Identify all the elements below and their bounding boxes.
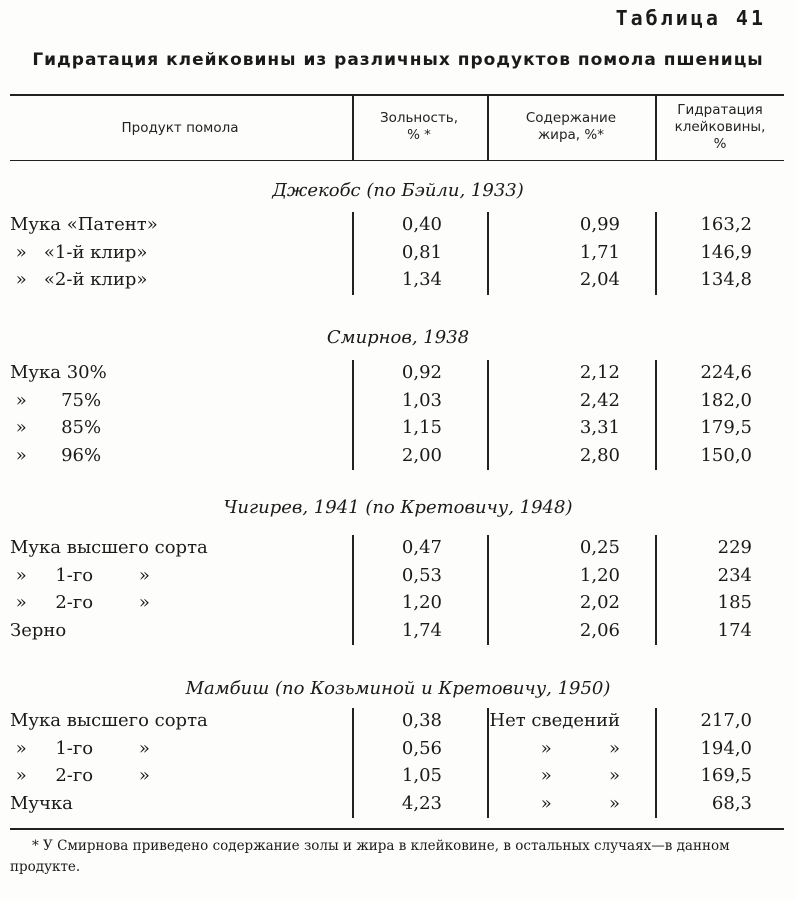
cell-ash: 1,03 bbox=[401, 389, 442, 411]
table-row bbox=[0, 269, 796, 295]
table-row bbox=[0, 738, 796, 764]
column-divider bbox=[487, 212, 489, 295]
cell-fat: 0,25 bbox=[579, 537, 620, 558]
header-hydration bbox=[656, 102, 784, 153]
cell-fat: 0,99 bbox=[579, 214, 620, 235]
column-divider bbox=[487, 360, 489, 470]
cell-ash: 0,53 bbox=[401, 564, 442, 586]
cell-product: Мука высшего сорта bbox=[10, 710, 208, 731]
table-row bbox=[0, 592, 796, 618]
table-row bbox=[0, 565, 796, 591]
cell-fat: » » bbox=[540, 737, 620, 759]
cell-fat: 2,42 bbox=[579, 389, 620, 411]
table-row bbox=[0, 765, 796, 791]
cell-product: » 1-го » bbox=[10, 737, 150, 759]
cell-fat: 1,20 bbox=[579, 564, 620, 586]
cell-product: » 75% bbox=[10, 389, 102, 411]
cell-product: » «2-й клир» bbox=[10, 269, 148, 290]
header-hydration-line2: клейковины, bbox=[674, 119, 766, 135]
table-number: Таблица 41 bbox=[615, 6, 766, 30]
table-row bbox=[0, 214, 796, 240]
cell-fat: » » bbox=[540, 765, 620, 786]
cell-fat: 2,12 bbox=[579, 362, 620, 383]
cell-fat: » » bbox=[540, 792, 620, 814]
table-row bbox=[0, 242, 796, 268]
column-divider bbox=[487, 535, 489, 645]
cell-ash: 2,00 bbox=[401, 444, 442, 466]
cell-product: Мука 30% bbox=[10, 362, 107, 383]
cell-product: » 85% bbox=[10, 417, 102, 438]
column-divider bbox=[352, 360, 354, 470]
header-hydration-line3: % bbox=[713, 136, 727, 152]
table-caption: Гидратация клейковины из различных продуктов помола пшеницы bbox=[32, 50, 764, 70]
header-product: Продукт помола bbox=[121, 120, 239, 136]
column-divider bbox=[655, 360, 657, 470]
column-divider bbox=[655, 212, 657, 295]
group-title: Смирнов, 1938 bbox=[326, 327, 470, 348]
cell-fat: 2,06 bbox=[579, 619, 620, 641]
header-hydration-line1: Гидратация bbox=[677, 102, 763, 118]
group-title: Мамбиш (по Козьминой и Кретовичу, 1950) bbox=[185, 678, 611, 699]
cell-hydration: 179,5 bbox=[700, 417, 752, 438]
cell-product: » 96% bbox=[10, 444, 102, 466]
cell-hydration: 68,3 bbox=[711, 792, 752, 814]
cell-hydration: 194,0 bbox=[700, 737, 752, 759]
header-ash bbox=[352, 110, 486, 144]
cell-product: » 1-го » bbox=[10, 564, 150, 586]
table-row bbox=[0, 620, 796, 646]
cell-product: Зерно bbox=[10, 619, 67, 641]
cell-hydration: 169,5 bbox=[700, 765, 752, 786]
cell-hydration: 182,0 bbox=[700, 389, 752, 411]
cell-ash: 1,20 bbox=[401, 592, 442, 613]
cell-ash: 1,15 bbox=[401, 417, 442, 438]
cell-ash: 0,47 bbox=[401, 537, 442, 558]
cell-hydration: 146,9 bbox=[700, 241, 752, 263]
cell-product: » «1-й клир» bbox=[10, 241, 148, 263]
column-divider bbox=[655, 708, 657, 818]
column-divider bbox=[352, 708, 354, 818]
cell-product: » 2-го » bbox=[10, 765, 150, 786]
header-fat-line1: Содержание bbox=[525, 110, 617, 126]
group-title: Чигирев, 1941 (по Кретовичу, 1948) bbox=[223, 497, 573, 518]
cell-ash: 1,34 bbox=[401, 269, 442, 290]
table-row bbox=[0, 710, 796, 736]
top-rule bbox=[10, 94, 784, 96]
header-ash-line2: % * bbox=[407, 127, 431, 143]
cell-product: Мучка bbox=[10, 792, 73, 814]
table-row bbox=[0, 390, 796, 416]
cell-hydration: 163,2 bbox=[700, 214, 752, 235]
table-row bbox=[0, 362, 796, 388]
bottom-rule bbox=[10, 828, 784, 830]
table-row bbox=[0, 445, 796, 471]
cell-fat: 2,80 bbox=[579, 444, 620, 466]
column-divider bbox=[352, 212, 354, 295]
cell-ash: 1,05 bbox=[401, 765, 442, 786]
column-divider bbox=[352, 535, 354, 645]
cell-hydration: 224,6 bbox=[700, 362, 752, 383]
cell-ash: 1,74 bbox=[401, 619, 442, 641]
header-fat-line2: жира, %* bbox=[538, 127, 604, 143]
table-row bbox=[0, 417, 796, 443]
header-fat bbox=[488, 110, 654, 144]
header-rule bbox=[10, 160, 784, 161]
cell-fat: 2,02 bbox=[579, 592, 620, 613]
cell-ash: 0,38 bbox=[401, 710, 442, 731]
cell-fat: 3,31 bbox=[579, 417, 620, 438]
cell-ash: 4,23 bbox=[401, 792, 442, 814]
cell-fat: 2,04 bbox=[579, 269, 620, 290]
cell-hydration: 185 bbox=[717, 592, 752, 613]
header-ash-line1: Зольность, bbox=[379, 110, 459, 126]
footnote: * У Смирнова приведено содержание золы и жира в клейковине, в остальных случаях—в данном продукте. bbox=[10, 838, 730, 875]
header-divider-2 bbox=[487, 96, 489, 160]
cell-hydration: 234 bbox=[717, 564, 752, 586]
cell-hydration: 134,8 bbox=[700, 269, 752, 290]
table-row bbox=[0, 793, 796, 819]
cell-hydration: 217,0 bbox=[700, 710, 752, 731]
cell-fat: 1,71 bbox=[579, 241, 620, 263]
header-divider-1 bbox=[352, 96, 354, 160]
group-title: Джекобс (по Бэйли, 1933) bbox=[272, 180, 524, 201]
cell-hydration: 229 bbox=[717, 537, 752, 558]
cell-ash: 0,81 bbox=[401, 241, 442, 263]
cell-fat: Нет сведений bbox=[489, 710, 620, 731]
cell-hydration: 150,0 bbox=[700, 444, 752, 466]
header-divider-3 bbox=[655, 96, 657, 160]
column-divider bbox=[655, 535, 657, 645]
cell-ash: 0,92 bbox=[401, 362, 442, 383]
cell-product: Мука высшего сорта bbox=[10, 537, 208, 558]
cell-product: Мука «Патент» bbox=[10, 214, 158, 235]
cell-ash: 0,56 bbox=[401, 737, 442, 759]
cell-ash: 0,40 bbox=[401, 214, 442, 235]
cell-hydration: 174 bbox=[717, 619, 752, 641]
table-row bbox=[0, 537, 796, 563]
cell-product: » 2-го » bbox=[10, 592, 150, 613]
column-divider bbox=[487, 708, 489, 818]
